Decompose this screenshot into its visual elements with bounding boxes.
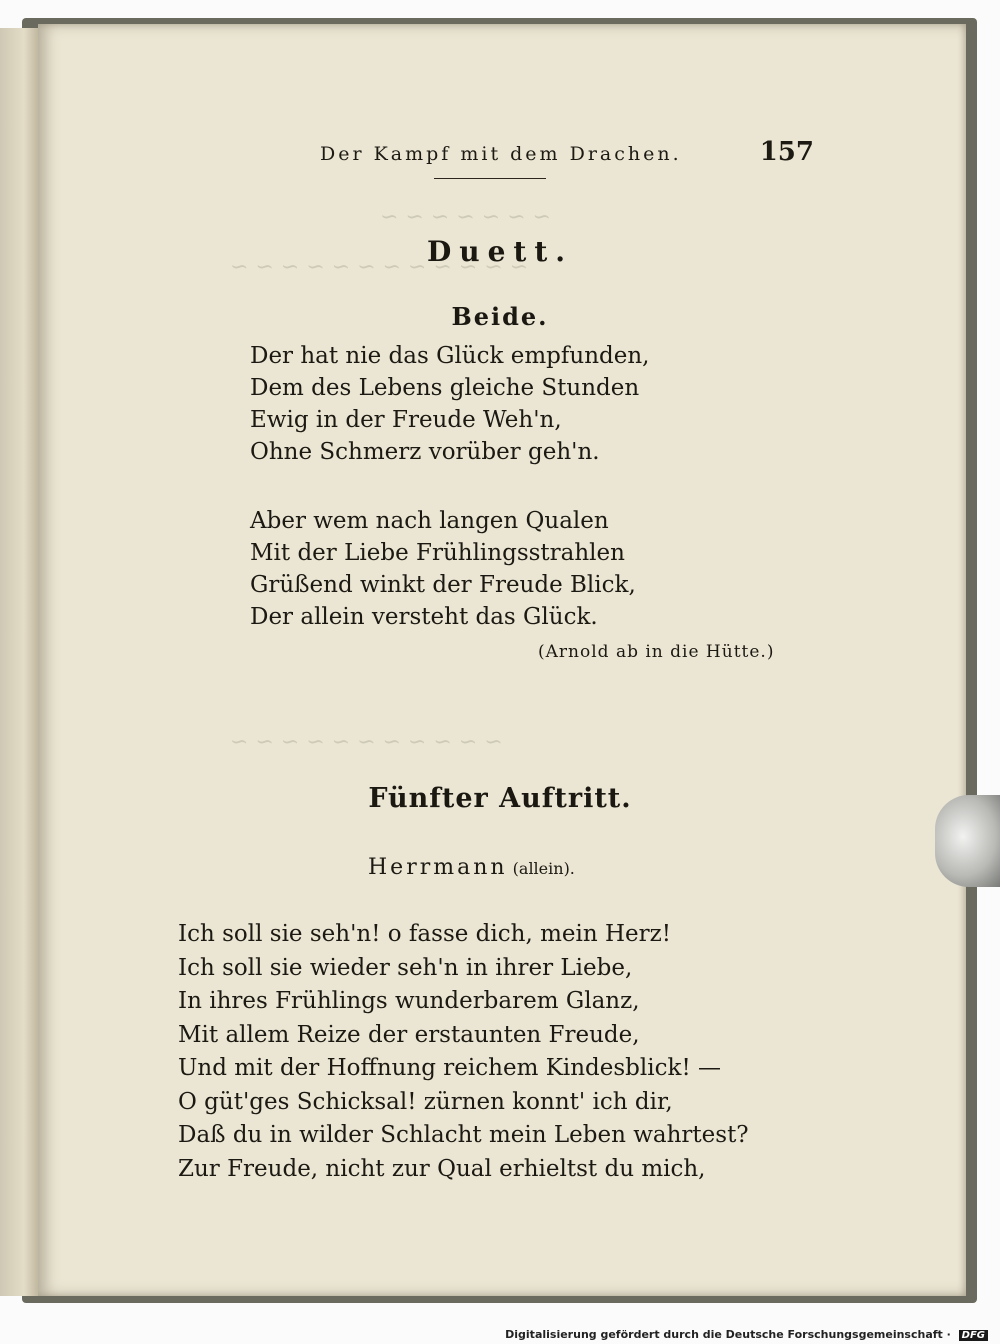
speech-line: Mit allem Reize der erstaunten Freude, <box>178 1021 640 1048</box>
book-clasp <box>935 795 1000 887</box>
stage-direction: (Arnold ab in die Hütte.) <box>538 642 775 662</box>
voice-label: Beide. <box>451 302 549 331</box>
speaker-name: Herrmann <box>368 855 508 880</box>
speech-block <box>178 918 749 1186</box>
verse-line: Mit der Liebe Frühlingsstrahlen <box>250 540 625 566</box>
verse-line: Ewig in der Freude Weh'n, <box>250 407 562 433</box>
verse-line: Grüßend winkt der Freude Blick, <box>250 572 636 598</box>
speech-line: Daß du in wilder Schlacht mein Leben wahrtest? <box>178 1122 749 1148</box>
stanza-first <box>250 340 650 468</box>
speech-line: In ihres Frühlings wunderbarem Glanz, <box>178 988 640 1014</box>
bleed-through-text: ~ ~ ~ ~ ~ ~ ~ ~ ~ ~ ~ <box>230 730 503 755</box>
speech-line: O güt'ges Schicksal! zürnen konnt' ich dir, <box>178 1088 673 1115</box>
speech-line: Und mit der Hoffnung reichem Kindesblick! — <box>178 1055 721 1081</box>
duet-heading: Duett. <box>426 235 574 268</box>
speech-line: Ich soll sie wieder seh'n in ihrer Liebe, <box>178 954 633 981</box>
dfg-logo: DFG <box>959 1330 988 1341</box>
speech-line: Zur Freude, nicht zur Qual erhieltst du mich, <box>178 1155 706 1182</box>
running-title: Der Kampf mit dem Drachen. <box>320 143 682 165</box>
scene-heading: Fünfter Auftritt. <box>368 783 632 814</box>
verse-line: Aber wem nach langen Qualen <box>250 508 609 534</box>
verse-line: Ohne Schmerz vorüber geh'n. <box>250 439 600 465</box>
page-number: 157 <box>759 137 814 167</box>
speech-line: Ich soll sie seh'n! o fasse dich, mein Herz! <box>178 921 671 947</box>
verse-line: Der hat nie das Glück empfunden, <box>250 343 650 369</box>
verse-line: Der allein versteht das Glück. <box>250 604 598 630</box>
digitization-credit <box>505 1328 988 1341</box>
stanza-second <box>250 505 636 633</box>
page-header <box>320 137 820 175</box>
facing-page-edge <box>0 28 40 1296</box>
bleed-through-text: ~ ~ ~ ~ ~ ~ ~ ~ ~ ~ ~ ~ <box>230 255 529 280</box>
credit-text: Digitalisierung gefördert durch die Deutsche Forschungsgemeinschaft · <box>505 1328 951 1341</box>
verse-line: Dem des Lebens gleiche Stunden <box>250 375 640 401</box>
header-rule <box>434 178 546 179</box>
speaker-note: (allein). <box>512 859 575 878</box>
bleed-through-text: ~ ~ ~ ~ ~ ~ ~ <box>380 205 551 230</box>
speaker-label <box>368 855 575 880</box>
